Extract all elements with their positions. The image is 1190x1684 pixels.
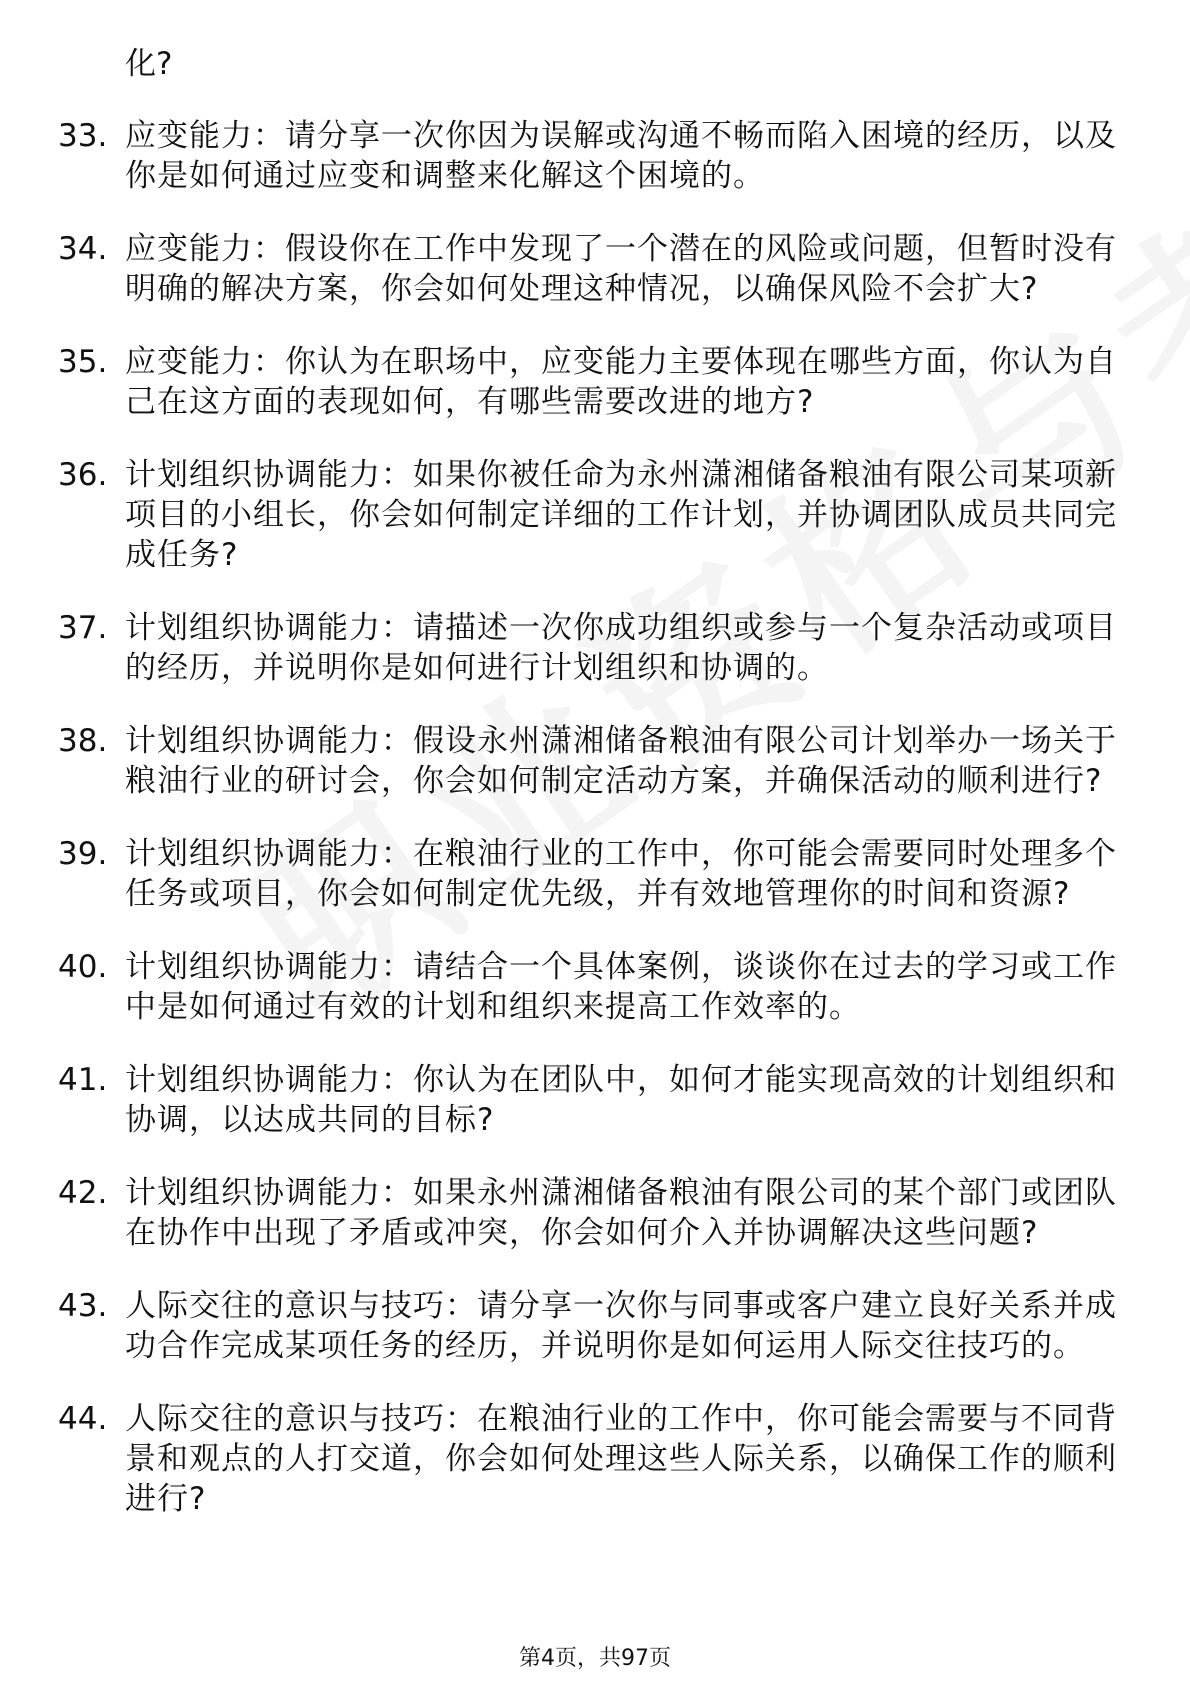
- question-item: [58, 608, 1118, 688]
- question-item: [58, 1399, 1118, 1519]
- question-item: [58, 721, 1118, 801]
- question-number: 36.: [58, 457, 108, 493]
- question-item: [58, 834, 1118, 914]
- question-number: 34.: [58, 231, 108, 267]
- question-text: 计划组织协调能力：请描述一次你成功组织或参与一个复杂活动或项目的经历，并说明你是如何进行计划组织和协调的。: [125, 610, 1117, 686]
- question-text: 计划组织协调能力：在粮油行业的工作中，你可能会需要同时处理多个任务或项目，你会如何制定优先级，并有效地管理你的时间和资源?: [125, 836, 1117, 912]
- question-number: 43.: [58, 1288, 108, 1324]
- question-text: 计划组织协调能力：你认为在团队中，如何才能实现高效的计划组织和协调，以达成共同的目标?: [125, 1062, 1117, 1138]
- question-number: 44.: [58, 1401, 108, 1437]
- question-list: [58, 116, 1118, 1519]
- question-text: 计划组织协调能力：如果永州潇湘储备粮油有限公司的某个部门或团队在协作中出现了矛盾或冲突，你会如何介入并协调解决这些问题?: [125, 1175, 1117, 1251]
- question-text: 人际交往的意识与技巧：在粮油行业的工作中，你可能会需要与不同背景和观点的人打交道，你会如何处理这些人际关系，以确保工作的顺利进行?: [125, 1401, 1117, 1517]
- page-footer: 第4页，共97页: [519, 1646, 671, 1671]
- question-item: [58, 455, 1118, 575]
- question-text: 计划组织协调能力：请结合一个具体案例，谈谈你在过去的学习或工作中是如何通过有效的计划和组织来提高工作效率的。: [125, 949, 1117, 1025]
- question-item: [58, 947, 1118, 1027]
- question-text: 应变能力：请分享一次你因为误解或沟通不畅而陷入困境的经历，以及你是如何通过应变和调整来化解这个困境的。: [125, 118, 1117, 194]
- question-number: 39.: [58, 836, 108, 872]
- question-item: [58, 1173, 1118, 1253]
- question-number: 40.: [58, 949, 108, 985]
- question-text: 计划组织协调能力：如果你被任命为永州潇湘储备粮油有限公司某项新项目的小组长，你会如何制定详细的工作计划，并协调团队成员共同完成任务?: [125, 457, 1117, 573]
- continuation-text: 化?: [125, 46, 173, 82]
- question-item: [58, 1286, 1118, 1366]
- question-text: 计划组织协调能力：假设永州潇湘储备粮油有限公司计划举办一场关于粮油行业的研讨会，你会如何制定活动方案，并确保活动的顺利进行?: [125, 723, 1117, 799]
- question-text: 应变能力：你认为在职场中，应变能力主要体现在哪些方面，你认为自己在这方面的表现如何，有哪些需要改进的地方?: [125, 344, 1117, 420]
- question-content: [58, 44, 1118, 1552]
- question-number: 42.: [58, 1175, 108, 1211]
- question-number: 33.: [58, 118, 108, 154]
- question-item: [58, 229, 1118, 309]
- question-item: [58, 116, 1118, 196]
- question-number: 41.: [58, 1062, 108, 1098]
- question-number: 35.: [58, 344, 108, 380]
- question-number: 37.: [58, 610, 108, 646]
- question-item: [58, 1060, 1118, 1140]
- question-item: [58, 342, 1118, 422]
- question-number: 38.: [58, 723, 108, 759]
- question-text: 人际交往的意识与技巧：请分享一次你与同事或客户建立良好关系并成功合作完成某项任务的经历，并说明你是如何运用人际交往技巧的。: [125, 1288, 1117, 1364]
- question-text: 应变能力：假设你在工作中发现了一个潜在的风险或问题，但暂时没有明确的解决方案，你会如何处理这种情况，以确保风险不会扩大?: [125, 231, 1117, 307]
